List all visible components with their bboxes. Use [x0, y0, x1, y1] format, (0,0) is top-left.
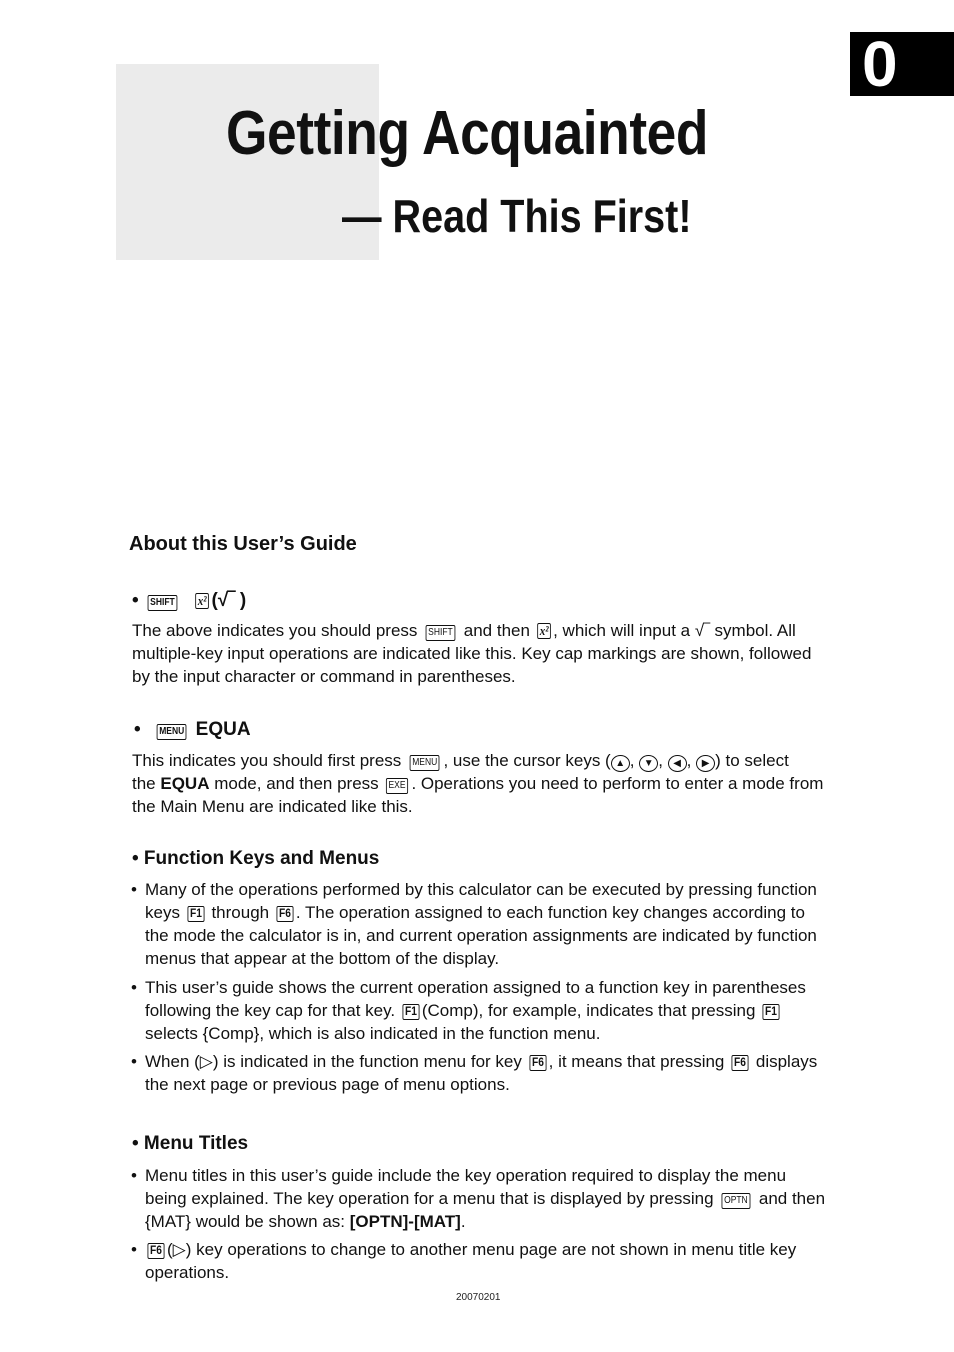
item1-bullet: •	[132, 590, 139, 611]
text: and then	[463, 621, 530, 640]
text: , which will input a √‾ symbol. All	[553, 621, 796, 640]
text: ,	[686, 751, 692, 770]
f6-key-icon: F6	[148, 1243, 165, 1259]
cursor-left-icon: ◀	[668, 755, 687, 772]
text: This indicates you should first press	[132, 751, 402, 770]
x2-key-icon: x²	[537, 623, 551, 639]
text: menus that appear at the bottom of the display.	[145, 949, 500, 968]
item1-head-suffix: (√‾ )	[211, 590, 247, 611]
shift-key-icon: SHIFT	[426, 625, 456, 641]
item1-line2: multiple-key input operations are indicated like this. Key cap markings are shown, followed	[132, 644, 812, 663]
item1-line1	[132, 619, 877, 642]
chapter-number-tab: 0	[850, 32, 954, 96]
footer-code: 20070201	[456, 1292, 501, 1303]
text: being explained. The key operation for a menu that is displayed by pressing	[145, 1189, 714, 1208]
section-heading: About this User’s Guide	[129, 533, 357, 555]
text: selects {Comp}, which is also indicated in the function menu.	[145, 1024, 601, 1043]
text: through	[211, 903, 270, 922]
item2-line3: the Main Menu are indicated like this.	[132, 797, 413, 816]
f1-key-icon: F1	[763, 1004, 780, 1020]
text: (Comp), for example, indicates that pressing	[421, 1001, 756, 1020]
exe-key-icon: EXE	[386, 778, 408, 794]
list-bullet: •	[131, 880, 137, 899]
text: {MAT} would be shown as:	[145, 1212, 346, 1231]
cursor-down-icon: ▼	[639, 755, 658, 772]
text: ,	[658, 751, 663, 770]
text-line	[145, 999, 782, 1022]
text: mode, and then press	[214, 774, 379, 793]
list-bullet: •	[131, 1166, 137, 1185]
shift-key-icon: SHIFT	[148, 595, 178, 611]
text: displays	[755, 1052, 818, 1071]
function-keys-heading: • Function Keys and Menus	[132, 848, 380, 869]
item2-heading	[134, 718, 251, 742]
x2-key-icon: x²	[195, 593, 209, 609]
text: When (▷) is indicated in the function menu for key	[145, 1052, 522, 1071]
text: (▷) key operations to change to another menu page are not shown in menu title key	[167, 1240, 797, 1259]
f1-key-icon: F1	[402, 1004, 419, 1020]
text-line	[145, 901, 805, 924]
optn-key-icon: OPTN	[722, 1193, 751, 1209]
list-bullet: •	[131, 1052, 137, 1071]
menu-key-icon: MENU	[157, 724, 187, 740]
text: .	[460, 1212, 466, 1231]
text: . Operations you need to perform to enter a mode from	[411, 774, 824, 793]
text: following the key cap for that key.	[145, 1001, 396, 1020]
text: the	[132, 774, 156, 793]
item2-paragraph	[132, 749, 877, 818]
text: the mode the calculator is in, and current operation assignments are indicated by function	[145, 926, 817, 945]
item2-head-label: EQUA	[195, 719, 251, 740]
text: keys	[145, 903, 180, 922]
text: Menu titles in this user’s guide include the key operation required to display the menu	[145, 1166, 787, 1185]
text: operations.	[145, 1263, 230, 1282]
f6-key-icon: F6	[732, 1055, 749, 1071]
cursor-up-icon: ▲	[611, 755, 630, 772]
text: This user’s guide shows the current operation assigned to a function key in parentheses	[145, 978, 806, 997]
text-line	[145, 1050, 817, 1073]
list-bullet: •	[131, 978, 137, 997]
page-title: Getting Acquainted	[226, 99, 709, 168]
f6-key-icon: F6	[276, 906, 293, 922]
text: The above indicates you should press	[132, 621, 418, 640]
list-bullet: •	[131, 1240, 137, 1259]
cursor-right-icon: ▶	[696, 755, 715, 772]
item2-bullet: •	[134, 719, 141, 740]
item2-line1	[132, 749, 877, 772]
menu-titles-heading: • Menu Titles	[132, 1133, 249, 1154]
text-line	[145, 1210, 466, 1233]
menu-key-icon: MENU	[410, 755, 440, 771]
text: ) to select	[715, 751, 789, 770]
item2-line2	[132, 772, 877, 795]
text: EQUA	[160, 774, 210, 793]
f1-key-icon: F1	[187, 906, 204, 922]
text: ,	[629, 751, 635, 770]
item1-line3: by the input character or command in parentheses.	[132, 667, 516, 686]
text: and then	[758, 1189, 826, 1208]
item1-paragraph	[132, 619, 877, 688]
page-subtitle: — Read This First!	[342, 190, 692, 242]
text: the next page or previous page of menu options.	[145, 1075, 510, 1094]
text: , it means that pressing	[548, 1052, 725, 1071]
item1-heading	[132, 589, 246, 613]
text: Many of the operations performed by this calculator can be executed by pressing function	[145, 880, 817, 899]
f6-key-icon: F6	[529, 1055, 546, 1071]
text-line	[145, 1187, 825, 1210]
text: . The operation assigned to each function key changes according to	[295, 903, 805, 922]
text: , use the cursor keys (	[443, 751, 611, 770]
text: [OPTN]-[MAT]	[349, 1212, 461, 1231]
text-line	[145, 1238, 796, 1261]
